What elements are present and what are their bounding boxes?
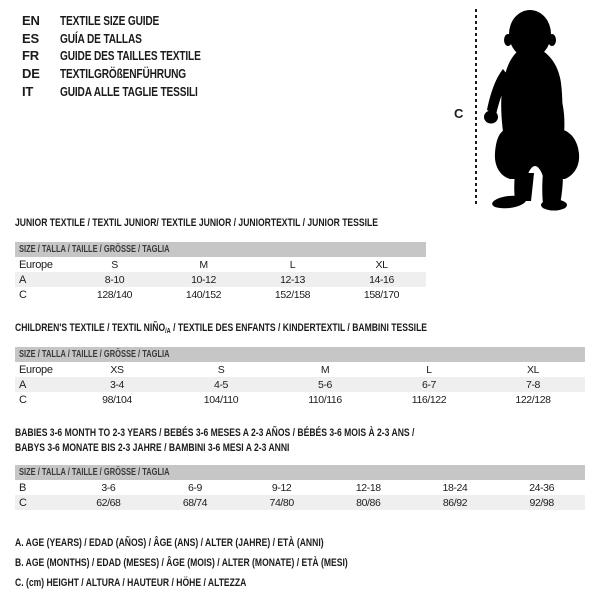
size-cell: S [111, 258, 118, 271]
size-cell: 12-13 [280, 273, 305, 286]
size-cell: 62/68 [96, 496, 121, 509]
children-section-title-text [15, 321, 427, 338]
row-label: B [19, 481, 27, 494]
size-cell: XS [110, 363, 124, 376]
size-cell: S [217, 363, 225, 376]
babies-section-title-line1 [15, 426, 585, 441]
row-label: Europe [19, 363, 53, 376]
size-cell: XL [526, 363, 540, 376]
size-cell: 14-16 [369, 273, 394, 286]
language-code: DE [22, 66, 40, 82]
size-cell: 152/158 [274, 288, 311, 301]
row-label: A [19, 378, 27, 391]
language-row [22, 30, 240, 48]
children-title-post: / TEXTILE DES ENFANTS / KINDERTEXTIL / BAMBINI TESSILE [170, 322, 428, 334]
size-cell: 7-8 [526, 378, 540, 391]
size-cell: 5-6 [318, 378, 332, 391]
size-cell: L [426, 363, 432, 376]
size-cell: 12-18 [355, 481, 381, 494]
size-header-bar [15, 347, 585, 362]
children-textile-section [15, 321, 585, 407]
size-cell: 9-12 [271, 481, 292, 494]
size-cell: 116/122 [411, 393, 447, 406]
table-row [15, 272, 426, 287]
children-title-subscript: /A [165, 327, 171, 335]
row-label: C [19, 288, 27, 301]
legend-line-b [15, 553, 442, 573]
size-cell: 10-12 [191, 273, 216, 286]
size-cell: 98/104 [102, 393, 132, 406]
size-cell: 6-7 [422, 378, 436, 391]
row-label: A [19, 273, 27, 286]
size-cell: 128/140 [96, 288, 133, 301]
legend-line-c-text: C. (cm) HEIGHT / ALTURA / HAUTEUR / HÖHE / ALTEZZA [15, 577, 247, 589]
legend-line-a-text: A. AGE (YEARS) / EDAD (AÑOS) / ÂGE (ANS) / ALTER (JAHRE) / ETÀ (ANNI) [15, 537, 324, 549]
language-row [22, 12, 240, 30]
language-code: EN [22, 13, 40, 29]
junior-section-title [15, 216, 426, 230]
legend-line-a [15, 533, 442, 553]
size-cell: 80/86 [356, 496, 381, 509]
legend-line-b-text: B. AGE (MONTHS) / EDAD (MESES) / ÂGE (MOIS) / ALTER (MONATE) / ETÀ (MESI) [15, 557, 348, 569]
language-title-block [22, 12, 240, 100]
size-cell: 122/128 [515, 393, 551, 406]
size-cell: 6-9 [187, 481, 202, 494]
size-cell: 18-24 [442, 481, 468, 494]
babies-size-table [15, 480, 585, 510]
size-cell: 24-36 [529, 481, 555, 494]
table-row [15, 362, 585, 377]
babies-title-line2-text: BABYS 3-6 MONATE BIS 2-3 JAHRE / BAMBINI 3-6 MESI A 2-3 ANNI [15, 442, 290, 454]
children-size-table [15, 362, 585, 407]
language-code: FR [22, 48, 39, 64]
size-header-text: SIZE / TALLA / TAILLE / GRÖSSE / TAGLIA [19, 467, 170, 478]
size-cell: 8-10 [104, 273, 125, 286]
children-title-pre: CHILDREN'S TEXTILE / TEXTIL NIÑO [15, 322, 166, 334]
size-cell: M [199, 258, 208, 271]
size-cell: 104/110 [203, 393, 239, 406]
standing-toddler-silhouette-icon [481, 5, 595, 211]
table-row [15, 377, 585, 392]
size-cell: XL [375, 258, 388, 271]
size-cell: L [289, 258, 296, 271]
size-cell: 3-6 [101, 481, 116, 494]
row-label: C [19, 496, 27, 509]
babies-title-line1-text: BABIES 3-6 MONTH TO 2-3 YEARS / BEBÉS 3-6 MESES A 2-3 AÑOS / BÉBÉS 3-6 MOIS À 2-3 ANS / [15, 427, 415, 439]
row-label: Europe [19, 258, 53, 271]
table-row [15, 392, 585, 407]
language-row [22, 47, 240, 65]
table-row [15, 480, 585, 495]
language-title: GUIDE DES TAILLES TEXTILE [60, 48, 201, 64]
size-header-bar [15, 242, 426, 257]
junior-textile-section [15, 216, 426, 302]
junior-size-table [15, 257, 426, 302]
babies-section-title-line2 [15, 441, 585, 456]
size-cell: 68/74 [182, 496, 208, 509]
language-code: ES [22, 30, 39, 46]
height-dashed-line [475, 9, 477, 206]
size-header-text: SIZE / TALLA / TAILLE / GRÖSSE / TAGLIA [19, 349, 170, 360]
table-row [15, 287, 426, 302]
babies-textile-section [15, 426, 585, 510]
size-cell: 86/92 [442, 496, 468, 509]
size-cell: 4-5 [214, 378, 228, 391]
size-header-bar [15, 465, 585, 480]
height-marker-label: C [454, 106, 464, 121]
legend-line-c [15, 573, 442, 593]
language-title: GUIDA ALLE TAGLIE TESSILI [60, 83, 198, 99]
table-row [15, 257, 426, 272]
language-row [22, 65, 240, 83]
size-cell: 3-4 [110, 378, 124, 391]
size-cell: 158/170 [363, 288, 400, 301]
size-cell: 74/80 [269, 496, 294, 509]
children-section-title [15, 321, 585, 335]
language-title: TEXTILE SIZE GUIDE [60, 13, 160, 29]
size-cell: 140/152 [185, 288, 222, 301]
size-cell: M [320, 363, 330, 376]
table-row [15, 495, 585, 510]
size-cell: 92/98 [529, 496, 554, 509]
language-title: TEXTILGRÖßENFÜHRUNG [60, 66, 187, 82]
size-header-text: SIZE / TALLA / TAILLE / GRÖSSE / TAGLIA [19, 244, 170, 255]
size-cell: 110/116 [308, 393, 342, 406]
language-code: IT [22, 83, 34, 99]
language-row [22, 82, 240, 100]
row-label: C [19, 393, 27, 406]
legend-block [15, 533, 442, 593]
junior-section-title-text: JUNIOR TEXTILE / TEXTIL JUNIOR/ TEXTILE JUNIOR / JUNIORTEXTIL / JUNIOR TESSILE [15, 217, 378, 229]
language-title: GUÍA DE TALLAS [60, 30, 142, 46]
